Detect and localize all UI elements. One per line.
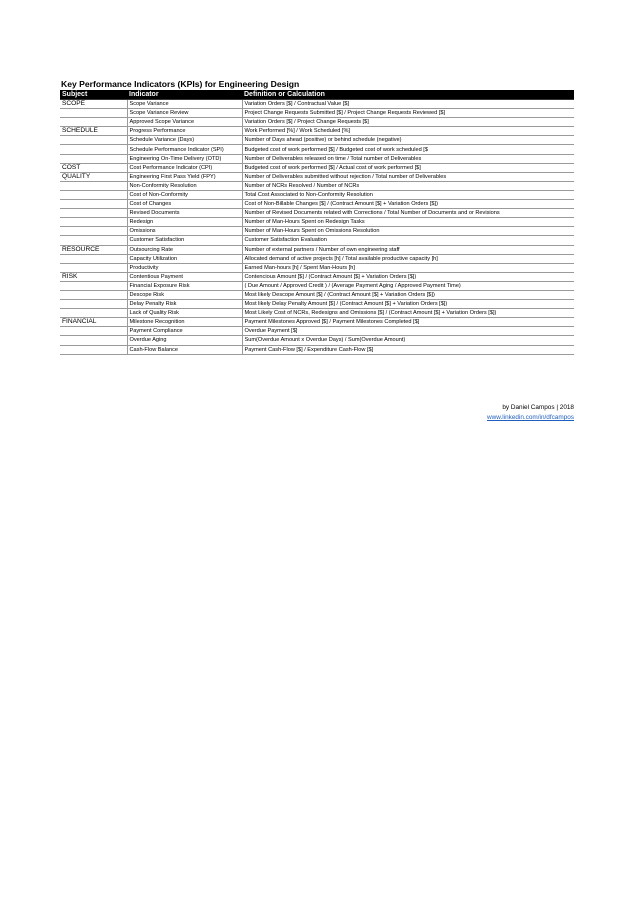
subject-cell: RESOURCE [60,245,127,254]
subject-cell: COST [60,163,127,172]
table-row [60,172,574,181]
indicator-cell: Descope Risk [127,290,242,299]
definition-cell: Number of Man-Hours Spent on Omissions Resolution [242,227,574,236]
kpi-table [60,90,574,355]
table-row [60,345,574,354]
table-row [60,227,574,236]
indicator-cell: Contentious Payment [127,272,242,281]
definition-cell: Project Change Requests Submitted [$] / Project Change Requests Reviewed [$] [242,109,574,118]
table-row [60,118,574,127]
table-row [60,100,574,109]
definition-cell: Cost of Non-Billable Changes [$] / (Contract Amount [$] + Variation Orders [$]) [242,200,574,209]
definition-cell: Work Performed [%] / Work Scheduled [%] [242,127,574,136]
table-row [60,281,574,290]
definition-cell: Most likely Delay Penalty Amount [$] / (Contract Amount [$] + Variation Orders [$]) [242,300,574,309]
indicator-cell: Payment Compliance [127,327,242,336]
subject-cell-empty [60,345,127,354]
definition-cell: Budgeted cost of work performed [$] / Actual cost of work performed [$] [242,163,574,172]
subject-cell-empty [60,327,127,336]
table-row [60,181,574,190]
subject-cell-empty [60,336,127,345]
subject-cell-empty [60,300,127,309]
subject-cell: FINANCIAL [60,318,127,327]
definition-cell: ( Due Amount / Approved Credit ) / (Average Payment Aging / Approved Payment Time) [242,281,574,290]
subject-cell-empty [60,118,127,127]
subject-cell-empty [60,254,127,263]
subject-cell: SCOPE [60,100,127,109]
subject-cell-empty [60,263,127,272]
subject-cell-empty [60,227,127,236]
definition-cell: Number of Deliverables released on time / Total number of Deliverables [242,154,574,163]
indicator-cell: Delay Penalty Risk [127,300,242,309]
definition-cell: Number of NCRs Resolved / Number of NCRs [242,181,574,190]
table-row [60,254,574,263]
table-row [60,145,574,154]
definition-cell: Budgeted cost of work performed [$] / Budgeted cost of work scheduled [$ [242,145,574,154]
table-row [60,154,574,163]
definition-cell: Allocated demand of active projects [h] / Total available productive capacity [h] [242,254,574,263]
subject-cell-empty [60,209,127,218]
indicator-cell: Productivity [127,263,242,272]
table-row [60,245,574,254]
subject-cell-empty [60,236,127,245]
definition-cell: Earned Man-hours [h] / Spent Man-Hours [h] [242,263,574,272]
definition-cell: Most Likely Cost of NCRs, Redesigns and Omissions [$] / (Contract Amount [$] + Variation Orders [$]) [242,309,574,318]
subject-cell: SCHEDULE [60,127,127,136]
indicator-cell: Customer Satisfaction [127,236,242,245]
indicator-cell: Cost of Changes [127,200,242,209]
table-row [60,218,574,227]
indicator-cell: Financial Exposure Risk [127,281,242,290]
definition-cell: Number of external partners / Number of own engineering staff [242,245,574,254]
definition-cell: Variation Orders [$] / Contractual Value [$] [242,100,574,109]
table-row [60,136,574,145]
table-header-row [60,90,574,100]
subject-cell-empty [60,145,127,154]
indicator-cell: Milestone Recognition [127,318,242,327]
subject-cell-empty [60,200,127,209]
definition-cell: Total Cost Associated to Non-Conformity Resolution [242,190,574,199]
indicator-cell: Revised Documents [127,209,242,218]
definition-cell: Number of Deliverables submitted without rejection / Total number of Deliverables [242,172,574,181]
definition-cell: Number of Revised Documents related with Corrections / Total Number of Documents and or Revisions [242,209,574,218]
table-row [60,127,574,136]
subject-cell-empty [60,218,127,227]
table-row [60,309,574,318]
table-row [60,190,574,199]
indicator-cell: Overdue Aging [127,336,242,345]
definition-cell: Number of Days ahead (positive) or behind schedule (negative) [242,136,574,145]
definition-cell: Contencious Amount [$] / (Contract Amount [$] + Variation Orders [$]) [242,272,574,281]
definition-cell: Number of Man-Hours Spent on Redesign Tasks [242,218,574,227]
subject-cell-empty [60,190,127,199]
indicator-cell: Schedule Performance Indicator (SPI) [127,145,242,154]
subject-cell-empty [60,181,127,190]
indicator-cell: Omissions [127,227,242,236]
indicator-cell: Capacity Utilization [127,254,242,263]
indicator-cell: Cost of Non-Conformity [127,190,242,199]
indicator-cell: Outsourcing Rate [127,245,242,254]
table-row [60,336,574,345]
indicator-cell: Engineering First Pass Yield (FPY) [127,172,242,181]
subject-cell-empty [60,290,127,299]
table-row [60,109,574,118]
indicator-cell: Engineering On-Time Delivery (OTD) [127,154,242,163]
indicator-cell: Redesign [127,218,242,227]
definition-cell: Payment Milestones Approved [$] / Payment Milestones Completed [$] [242,318,574,327]
definition-cell: Most likely Descope Amount [$] / (Contract Amount [$] + Variation Orders [$]) [242,290,574,299]
table-body [60,100,574,355]
indicator-cell: Scope Variance Review [127,109,242,118]
subject-cell-empty [60,309,127,318]
indicator-cell: Lack of Quality Risk [127,309,242,318]
subject-cell-empty [60,154,127,163]
subject-cell: RISK [60,272,127,281]
table-row [60,200,574,209]
subject-cell-empty [60,281,127,290]
definition-cell: Payment Cash-Flow [$] / Expenditure Cash-Flow [$] [242,345,574,354]
indicator-cell: Cost Performance Indicator (CPI) [127,163,242,172]
column-header-definition: Definition or Calculation [242,90,574,100]
table-row [60,318,574,327]
table-row [60,263,574,272]
definition-cell: Variation Orders [$] / Project Change Requests [$] [242,118,574,127]
indicator-cell: Schedule Variance (Days) [127,136,242,145]
subject-cell-empty [60,136,127,145]
definition-cell: Customer Satisfaction Evaluation [242,236,574,245]
indicator-cell: Approved Scope Variance [127,118,242,127]
subject-cell: QUALITY [60,172,127,181]
indicator-cell: Scope Variance [127,100,242,109]
definition-cell: Sum(Overdue Amount x Overdue Days) / Sum(Overdue Amount) [242,336,574,345]
column-header-subject: Subject [60,90,127,100]
table-row [60,300,574,309]
table-row [60,290,574,299]
page-title: Key Performance Indicators (KPIs) for Engineering Design [61,79,300,89]
column-header-indicator: Indicator [127,90,242,100]
table-row [60,236,574,245]
indicator-cell: Non-Conformity Resolution [127,181,242,190]
indicator-cell: Cash-Flow Balance [127,345,242,354]
table-row [60,163,574,172]
table-row [60,209,574,218]
indicator-cell: Progress Performance [127,127,242,136]
table-row [60,327,574,336]
subject-cell-empty [60,109,127,118]
linkedin-link[interactable]: www.linkedin.com/in/dfcampos [486,414,574,421]
author-credit: by Daniel Campos | 2018 [502,404,574,411]
definition-cell: Overdue Payment [$] [242,327,574,336]
table-row [60,272,574,281]
